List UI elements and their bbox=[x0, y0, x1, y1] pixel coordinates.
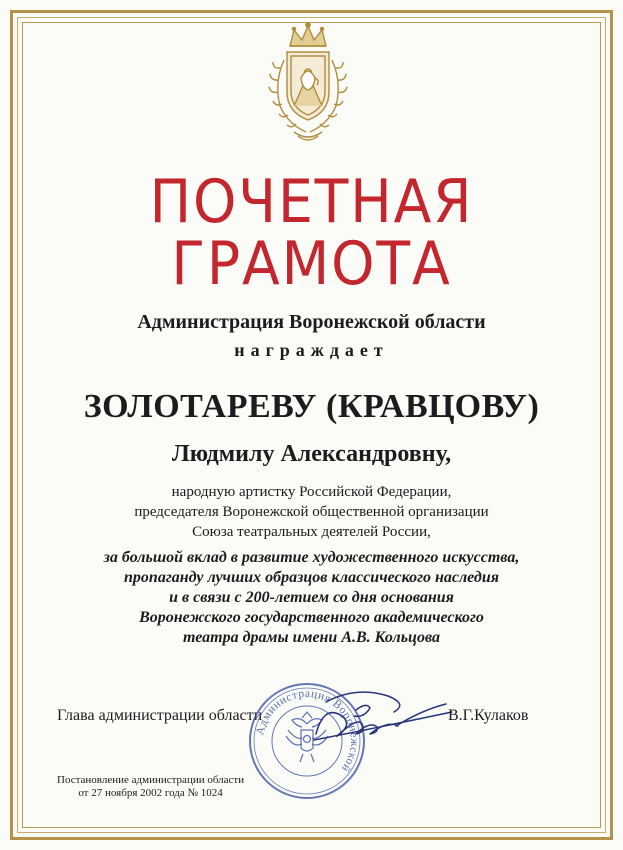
reason-line: пропаганду лучших образцов классического наследия bbox=[124, 569, 499, 586]
coat-of-arms-icon bbox=[258, 20, 358, 144]
decree-line: от 27 ноября 2002 года № 1024 bbox=[78, 787, 223, 799]
award-reason bbox=[0, 548, 623, 648]
signatory-name: В.Г.Кулаков bbox=[448, 707, 529, 724]
certificate-title-line1: ПОЧЕТНАЯ bbox=[149, 167, 474, 237]
award-verb: награждает bbox=[234, 340, 389, 360]
position-line: председателя Воронежской общественной организации bbox=[134, 504, 489, 520]
reason-line: за большой вклад в развитие художественного искусства, bbox=[103, 549, 520, 566]
recipient-position bbox=[0, 482, 623, 542]
seal-text: Администрация Воронежской bbox=[254, 687, 361, 775]
decree-reference bbox=[57, 774, 244, 800]
signatory-title: Глава администрации области bbox=[57, 707, 263, 724]
reason-line: театра драмы имени А.В. Кольцова bbox=[183, 629, 440, 646]
handwritten-signature bbox=[296, 682, 456, 754]
recipient-given-name: Людмилу Александровну, bbox=[171, 441, 452, 467]
recipient-surname: ЗОЛОТАРЕВУ (КРАВЦОВУ) bbox=[83, 388, 540, 425]
reason-line: и в связи с 200-летием со дня основания bbox=[169, 589, 454, 606]
position-line: Союза театральных деятелей России, bbox=[192, 524, 431, 540]
position-line: народную артистку Российской Федерации, bbox=[171, 484, 452, 500]
reason-line: Воронежского государственного академического bbox=[139, 609, 484, 626]
issuer-name: Администрация Воронежской области bbox=[137, 311, 486, 333]
decree-line: Постановление администрации области bbox=[57, 774, 245, 786]
certificate-title-line2: ГРАМОТА bbox=[171, 229, 452, 299]
